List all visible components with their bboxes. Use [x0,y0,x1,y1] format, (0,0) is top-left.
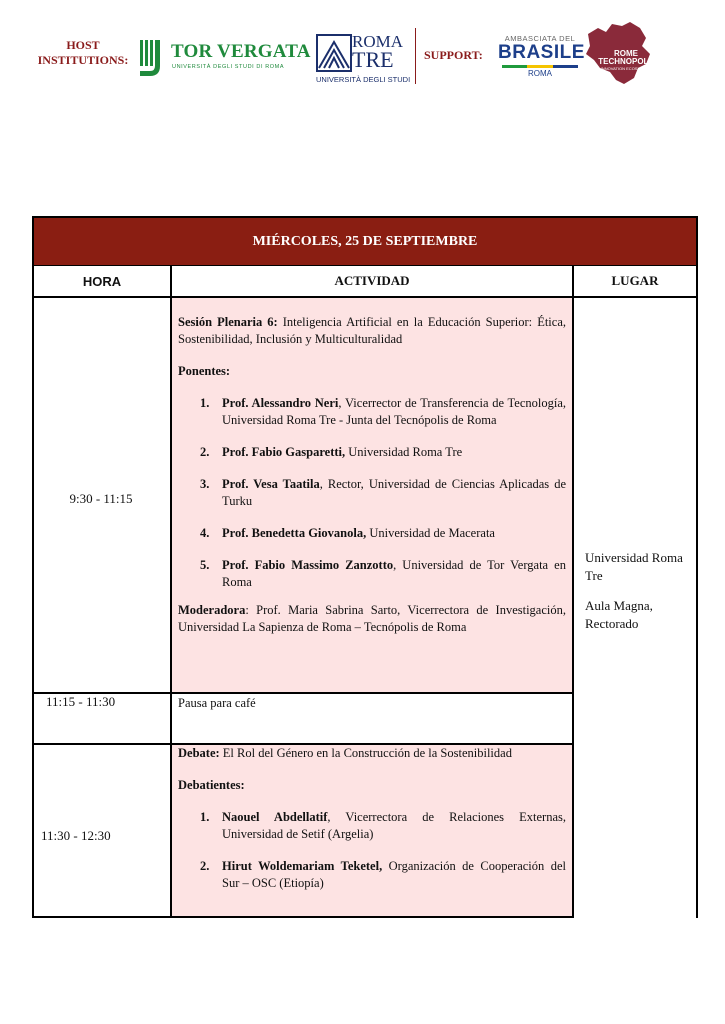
speaker-desc: Universidad Roma Tre [345,445,463,459]
list-item [178,858,566,892]
row3-activity [178,745,566,907]
speaker-name: Prof. Benedetta Giovanola, [222,526,367,540]
moderator-text: : Prof. Maria Sabrina Sarto, Vicerrectora de Investigación, Universidad La Sapienza de Roma – Tecnópolis de Roma [178,603,566,634]
list-number: 1. [200,810,210,824]
moderator-label: Moderadora [178,603,246,617]
ponentes-label-text: Ponentes: [178,364,231,378]
list-item [178,444,566,461]
ponentes-list [178,395,566,591]
speaker-desc: Organización de Cooperación del Sur – OSC (Etiopía) [222,859,566,890]
host-label-line2: INSTITUTIONS: [37,53,129,67]
roma-tre-logo [314,32,411,84]
brasile-embassy-logo [498,32,585,86]
technopole-line2: TECHNOPOLE [598,57,654,66]
session-title-text: Inteligencia Artificial en la Educación Superior: Ética, Sostenibilidad, Inclusión y Multiculturalidad [178,315,566,346]
list-item [178,525,566,542]
header-logos [0,20,725,90]
tor-vergata-emblem-icon [137,38,165,78]
session-label: Sesión Plenaria 6: [178,315,278,329]
speaker-name: Prof. Vesa Taatila [222,477,320,491]
list-item [178,809,566,843]
host-institutions-label [32,38,134,68]
row2-activity: Pausa para café [178,696,256,710]
debatientes-label-text: Debatientes: [178,778,245,792]
list-number: 4. [200,526,210,540]
list-number: 3. [200,477,210,491]
list-number: 5. [200,558,210,572]
support-label: SUPPORT: [424,48,483,62]
moderator [178,602,566,636]
table-border-right [696,298,698,918]
row2-time: 11:15 - 11:30 [46,694,116,709]
debatientes-label [178,777,566,794]
speaker-name: Prof. Fabio Gasparetti, [222,445,346,459]
debate-title [178,745,566,762]
list-number: 1. [200,396,210,410]
lugar-line2: Aula Magna, Rectorado [585,598,653,631]
column-header-hora: HORA [32,265,172,298]
speaker-desc: , Rector, Universidad de Ciencias Aplicadas de Turku [222,477,566,508]
speaker-desc: Universidad de Macerata [366,526,495,540]
roma-tre-subtitle: UNIVERSITÀ DEGLI STUDI [316,75,411,84]
speaker-desc: , Vicerrector de Transferencia de Tecnología, Universidad Roma Tre - Junta del Tecnópolis de Roma [222,396,567,427]
debate-label: Debate: [178,746,220,760]
rome-technopole-logo [580,20,660,88]
table-bottom-border [32,916,574,918]
table-title: MIÉRCOLES, 25 DE SEPTIEMBRE [32,216,698,265]
list-number: 2. [200,859,210,873]
row1-time: 9:30 - 11:15 [69,491,133,506]
tor-vergata-subtitle: UNIVERSITÀ DEGLI STUDI DI ROMA [172,64,285,70]
brasile-city-text: ROMA [528,69,552,78]
debatientes-list [178,809,566,892]
lugar-cell [585,549,695,645]
roma-tre-emblem-icon [316,34,352,72]
host-label-line1: HOST [66,38,100,52]
roma-tre-line1: ROMA [352,32,404,51]
table-border-left [32,298,34,918]
row3-time: 11:30 - 12:30 [41,828,111,843]
tor-vergata-logo [137,38,311,78]
table-border-hora [170,298,172,918]
brasile-big-text: BRASILE [498,42,585,63]
ponentes-label [178,363,566,380]
debate-title-text: El Rol del Género en la Construcción de la Sostenibilidad [219,746,512,760]
speaker-name: Hirut Woldemariam Teketel, [222,859,383,873]
list-item [178,395,566,429]
brasile-color-bar [502,65,578,68]
list-item [178,557,566,591]
lugar-line1: Universidad Roma Tre [585,550,683,583]
row1-activity [178,314,566,651]
speaker-name: Prof. Fabio Massimo Zanzotto [222,558,394,572]
tor-vergata-name: TOR VERGATA [171,41,311,62]
speaker-name: Prof. Alessandro Neri [222,396,339,410]
column-header-actividad: ACTIVIDAD [170,265,574,298]
schedule-table [32,216,698,918]
technopole-line1: ROME [614,49,638,58]
list-number: 2. [200,445,210,459]
list-item [178,476,566,510]
technopole-text [598,50,654,71]
table-border-actividad [572,298,574,918]
roma-tre-line2: TRE [352,47,394,72]
technopole-tagline: INNOVATION ECOSYSTEM [600,66,652,71]
session-title [178,314,566,348]
speaker-desc: , Universidad de Tor Vergata en Roma [222,558,566,589]
brasile-small-text: AMBASCIATA DEL [504,34,576,43]
column-header-lugar: LUGAR [572,265,698,298]
speaker-desc: , Vicerrectora de Relaciones Externas, Universidad de Setif (Argelia) [222,810,566,841]
speaker-name: Naouel Abdellatif [222,810,328,824]
header-divider [415,28,416,84]
